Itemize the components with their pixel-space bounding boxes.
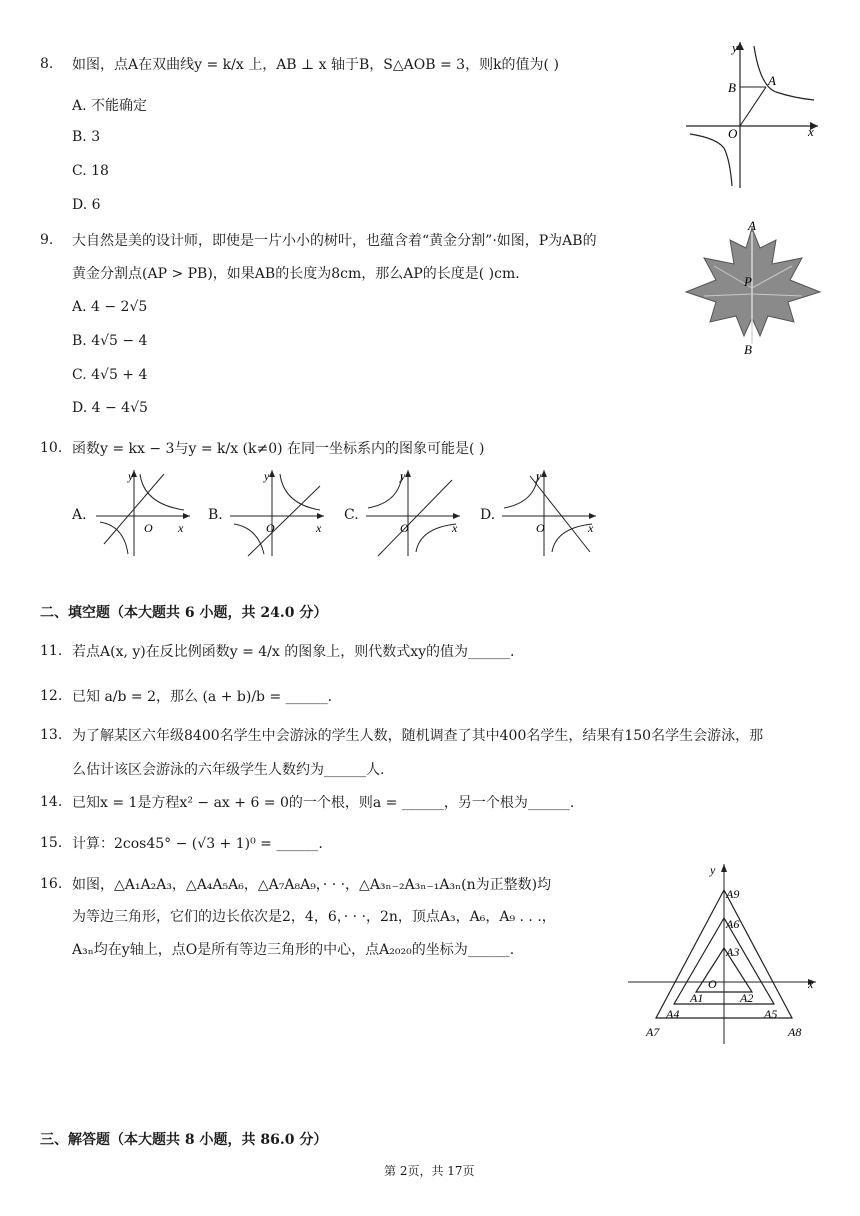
q16-fig-label-o: O [708, 977, 717, 991]
svg-text:x: x [588, 521, 594, 535]
q9-fig-label-a: A [748, 218, 756, 233]
q16-fig-label-a8: A8 [788, 1025, 802, 1039]
q16-fig-label-a2: A2 [740, 991, 754, 1005]
q11-number: 11. [40, 643, 63, 659]
page-footer: 第 2页，共 17页 [384, 1164, 475, 1178]
svg-text:y: y [400, 469, 406, 483]
q13-number: 13. [40, 727, 63, 743]
q10-graph-a [94, 466, 194, 558]
q15-number: 15. [40, 835, 63, 851]
svg-text:x: x [178, 521, 184, 535]
q9-option-a: A. 4 − 2√5 [72, 299, 148, 315]
svg-text:y: y [536, 469, 542, 483]
section-3-heading: 三、解答题（本大题共 8 小题，共 86.0 分） [40, 1132, 328, 1148]
q9-option-d: D. 4 − 4√5 [72, 400, 148, 416]
q10-graph-c [364, 466, 464, 558]
q8-option-a: A. 不能确定 [72, 98, 148, 114]
svg-text:x: x [316, 521, 322, 535]
q16-fig-label-a3: A3 [726, 945, 740, 959]
q9-number: 9. [40, 232, 54, 248]
q16-fig-label-a1: A1 [690, 991, 704, 1005]
svg-text:O: O [144, 521, 153, 535]
q9-fig-label-b: B [744, 342, 752, 357]
q15-stem: 计算：2cos45° − (√3 + 1)⁰ = ______. [72, 836, 323, 852]
q14-number: 14. [40, 794, 63, 810]
q16-triangles-figure [626, 858, 822, 1048]
q14-stem: 已知x = 1是方程x² − ax + 6 = 0的一个根，则a = ______，另一个根为______. [72, 795, 575, 811]
section-2-heading: 二、填空题（本大题共 6 小题，共 24.0 分） [40, 605, 328, 621]
q16-number: 16. [40, 876, 63, 892]
q12-stem: 已知 a/b = 2，那么 (a + b)/b = ______. [72, 689, 333, 705]
q8-fig-label-y: y [732, 40, 738, 55]
q16-stem-line3: A₃ₙ均在y轴上，点O是所有等边三角形的中心，点A₂₀₂₀的坐标为______. [72, 942, 515, 958]
q9-fig-label-p: P [744, 274, 752, 289]
svg-text:O: O [266, 521, 275, 535]
q9-stem-line1: 大自然是美的设计师，即使是一片小小的树叶，也蕴含着“黄金分割”·如图，P为AB的 [72, 233, 597, 249]
q10-graph-d [500, 466, 600, 558]
q9-leaf-figure [684, 218, 824, 358]
svg-text:y: y [128, 469, 134, 483]
q8-fig-label-o: O [728, 126, 738, 141]
q10-option-b-label: B. [208, 507, 223, 523]
q16-fig-label-a7: A7 [646, 1025, 660, 1039]
q10-option-d-label: D. [480, 507, 496, 523]
q8-fig-label-a: A [768, 73, 776, 88]
q10-stem: 函数y = kx − 3与y = k/x (k≠0) 在同一坐标系内的图象可能是( ) [72, 441, 485, 457]
q10-option-c-label: C. [344, 507, 359, 523]
q8-option-c: C. 18 [72, 163, 109, 179]
q8-number: 8. [40, 56, 54, 72]
q10-number: 10. [40, 440, 63, 456]
svg-text:O: O [400, 521, 409, 535]
q8-stem: 如图，点A在双曲线y = k/x 上，AB ⊥ x 轴于B，S△AOB = 3，则k的值为( ) [72, 57, 559, 73]
q16-fig-label-a4: A4 [666, 1007, 680, 1021]
q16-stem-line1: 如图，△A₁A₂A₃，△A₄A₅A₆，△A₇A₈A₉，· · ·，△A₃ₙ₋₂A₃ₙ₋₁A₃ₙ(n为正整数)均 [72, 877, 552, 893]
q12-number: 12. [40, 688, 63, 704]
q16-fig-label-x: x [808, 977, 814, 991]
q13-stem-line1: 为了解某区六年级8400名学生中会游泳的学生人数，随机调查了其中400名学生，结果有150名学生会游泳，那 [72, 728, 764, 744]
q8-fig-label-b: B [728, 80, 736, 95]
svg-text:x: x [452, 521, 458, 535]
q16-stem-line2: 为等边三角形，它们的边长依次是2，4，6，· · ·，2n，顶点A₃，A₆，A₉ . . .， [72, 909, 556, 925]
q16-fig-label-a5: A5 [764, 1007, 778, 1021]
q8-hyperbola-figure [684, 38, 824, 190]
q16-fig-label-a9: A9 [726, 887, 740, 901]
q10-option-a-label: A. [72, 507, 87, 523]
q10-graph-b [228, 466, 328, 558]
svg-text:O: O [536, 521, 545, 535]
q16-fig-label-y: y [710, 863, 716, 877]
q9-option-c: C. 4√5 + 4 [72, 367, 148, 383]
q9-stem-line2: 黄金分割点(AP > PB)，如果AB的长度为8cm，那么AP的长度是( )cm． [72, 266, 530, 282]
q16-fig-label-a6: A6 [726, 917, 740, 931]
q8-fig-label-x: x [808, 124, 814, 139]
q8-option-b: B. 3 [72, 129, 101, 145]
q8-option-d: D. 6 [72, 197, 101, 213]
svg-text:y: y [264, 469, 270, 483]
q13-stem-line2: 么估计该区会游泳的六年级学生人数约为______人. [72, 762, 385, 778]
q9-option-b: B. 4√5 − 4 [72, 333, 148, 349]
q11-stem: 若点A(x, y)在反比例函数y = 4/x 的图象上，则代数式xy的值为______. [72, 644, 515, 660]
